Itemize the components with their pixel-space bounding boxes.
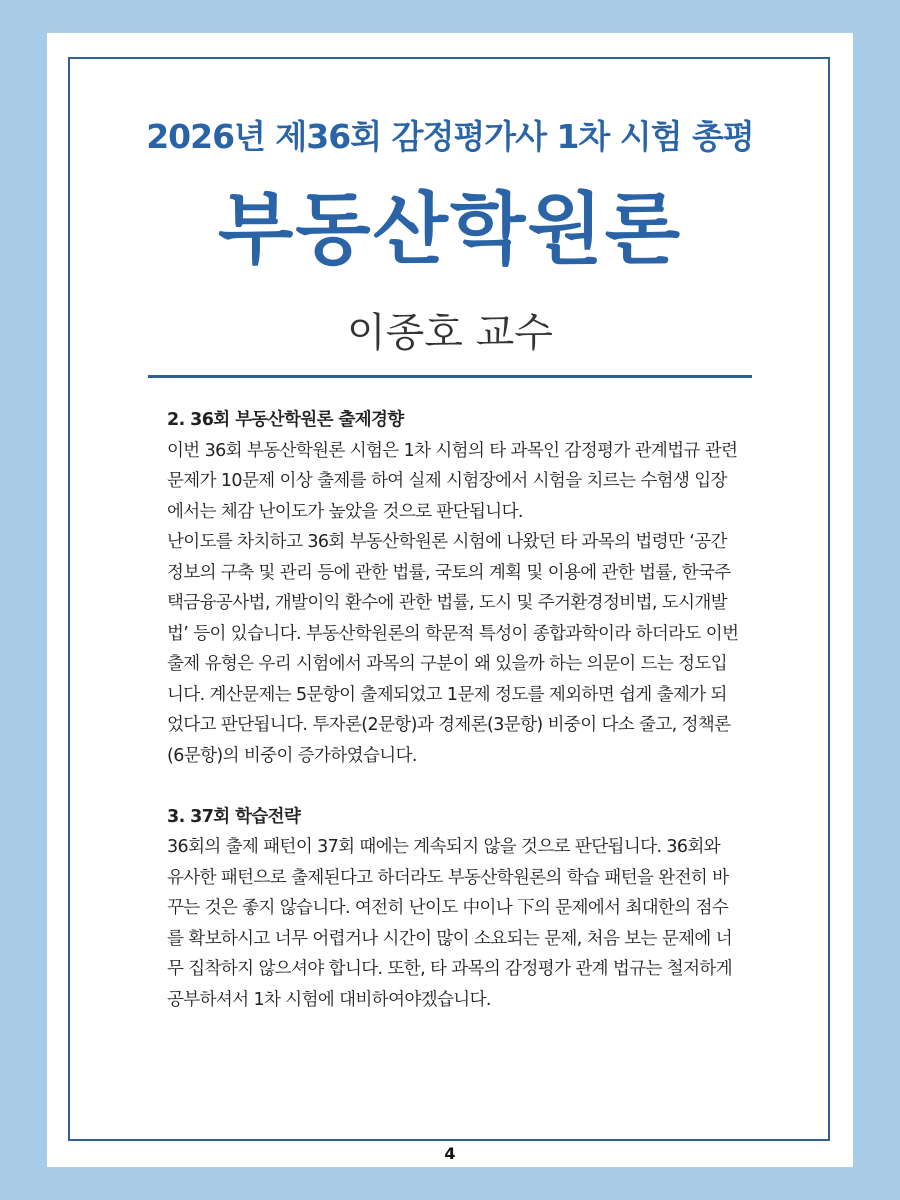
section-paragraph: 난이도를 차치하고 36회 부동산학원론 시험에 나왔던 타 과목의 법령만 ‘공간정보의 구축 및 관리 등에 관한 법률, 국토의 계획 및 이용에 관한 법률, 한국주택금융공사법, 개발이익 환수에 관한 법률, 도시 및 주거환경정비법, 도시개발법’ 등이 있습니다. 부동산학원론의 학문적 특성이 종합과학이라 하더라도 이번 출제 유형은 우리 시험에서 과목의 구분이 왜 있을까 하는 의문이 드는 정도입니다. 계산문제는 5문항이 출제되었고 1문제 정도를 제외하면 쉽게 출제가 되었다고 판단됩니다. 투자론(2문항)과 경제론(3문항) 비중이 다소 줄고, 정책론(6문항)의 비중이 증가하였습니다. [167, 532, 739, 766]
section-paragraph: 36회의 출제 패턴이 37회 때에는 계속되지 않을 것으로 판단됩니다. 36회와 유사한 패턴으로 출제된다고 하더라도 부동산학원론의 학습 패턴을 완전히 바꾸는 것은 좋지 않습니다. 여전히 난이도 中이나 下의 문제에서 최대한의 점수를 확보하시고 너무 어렵거나 시간이 많이 소요되는 문제, 처음 보는 문제에 너무 집착하지 않으셔야 합니다. 또한, 타 과목의 감정평가 관계 법규는 철저하게 공부하셔서 1차 시험에 대비하여야겠습니다. [167, 837, 733, 1010]
subject-title: 부동산학원론 [217, 185, 683, 275]
author-name: 이종호 교수 [347, 310, 553, 356]
page-number: 4 [444, 1144, 456, 1163]
section-heading-trend: 2. 36회 부동산학원론 출제경향 [167, 410, 404, 430]
section-spacer [167, 771, 739, 802]
exam-subtitle: 2026년 제36회 감정평가사 1차 시험 총평 [146, 117, 754, 156]
document-page [47, 33, 853, 1167]
section-paragraph: 이번 36회 부동산학원론 시험은 1차 시험의 타 과목인 감정평가 관계법규 관련 문제가 10문제 이상 출제를 하여 실제 시험장에서 시험을 치르는 수험생 입장에서는 체감 난이도가 높았을 것으로 판단됩니다. [167, 440, 738, 522]
document-body [167, 405, 739, 1015]
section-heading-strategy: 3. 37회 학습전략 [167, 806, 301, 827]
title-divider [148, 375, 752, 378]
